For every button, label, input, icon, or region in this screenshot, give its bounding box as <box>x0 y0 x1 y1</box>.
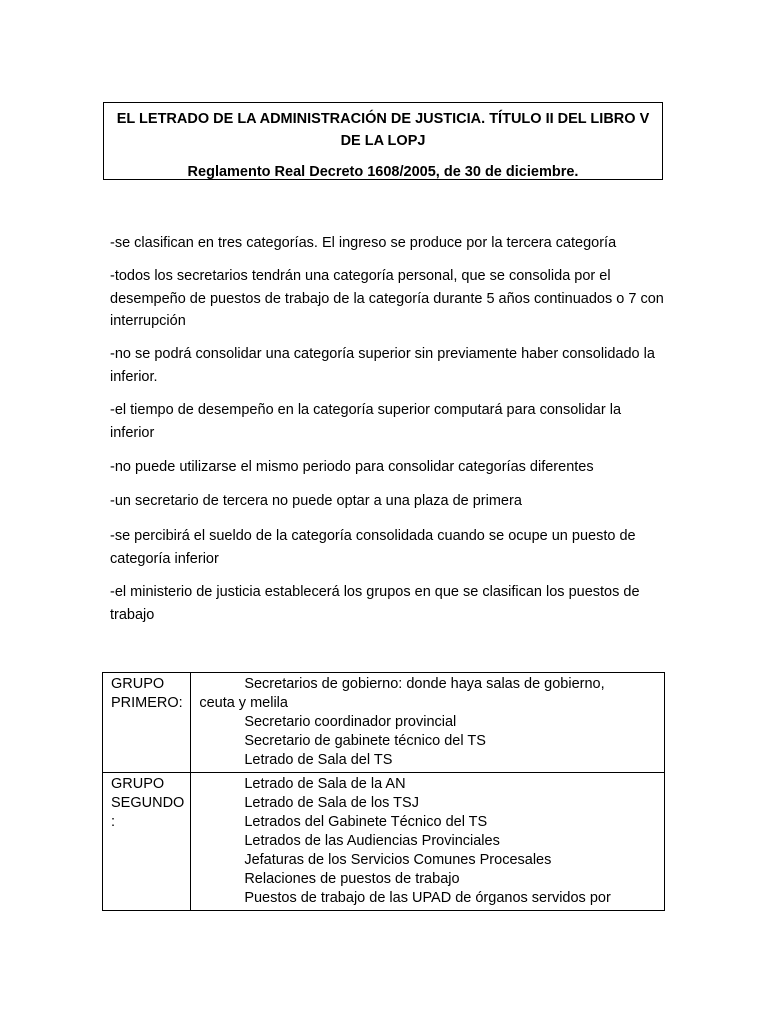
groups-table <box>102 672 665 911</box>
list-item: Letrado de Sala del TS <box>244 752 393 768</box>
paragraph: -un secretario de tercera no puede optar a una plaza de primera <box>110 493 522 509</box>
paragraph: -no se podrá consolidar una categoría superior sin previamente haber consolidado la inferior. <box>110 346 655 385</box>
title-box <box>103 102 663 180</box>
list-item: Jefaturas de los Servicios Comunes Procesales <box>244 852 552 868</box>
list-item: Secretario coordinador provincial <box>244 714 457 730</box>
group-items <box>191 673 665 773</box>
list-item: Letrado de Sala de la AN <box>244 776 406 792</box>
list-item: Secretarios de gobierno: donde haya salas de gobierno, <box>244 676 605 692</box>
paragraph: -todos los secretarios tendrán una categoría personal, que se consolida por el desempeño de puestos de trabajo de la categoría durante 5 años continuados o 7 con interrupción <box>110 268 664 329</box>
paragraph: -se clasifican en tres categorías. El ingreso se produce por la tercera categoría <box>110 235 617 251</box>
table-row <box>103 773 665 911</box>
group-label: GRUPO PRIMERO: <box>103 673 191 773</box>
paragraph: -no puede utilizarse el mismo periodo para consolidar categorías diferentes <box>110 459 594 475</box>
list-item: Puestos de trabajo de las UPAD de órganos servidos por <box>244 890 611 906</box>
list-item: Secretario de gabinete técnico del TS <box>244 733 486 749</box>
document-subtitle: Reglamento Real Decreto 1608/2005, de 30 de diciembre. <box>187 164 579 180</box>
list-item: Relaciones de puestos de trabajo <box>244 871 460 887</box>
list-item: Letrados del Gabinete Técnico del TS <box>244 814 488 830</box>
paragraph: -el ministerio de justicia establecerá los grupos en que se clasifican los puestos de trabajo <box>110 584 640 623</box>
list-item: Letrados de las Audiencias Provinciales <box>244 833 500 849</box>
list-item-continuation: ceuta y melila <box>199 695 288 711</box>
list-item: Letrado de Sala de los TSJ <box>244 795 419 811</box>
group-label: GRUPO SEGUNDO : <box>103 773 191 911</box>
table-row <box>103 673 665 773</box>
paragraph: -se percibirá el sueldo de la categoría consolidada cuando se ocupe un puesto de categoría inferior <box>110 528 636 567</box>
group-items <box>191 773 665 911</box>
document-title: EL LETRADO DE LA ADMINISTRACIÓN DE JUSTICIA. TÍTULO II DEL LIBRO V DE LA LOPJ <box>116 111 650 149</box>
paragraph: -el tiempo de desempeño en la categoría superior computará para consolidar la inferior <box>110 402 622 441</box>
